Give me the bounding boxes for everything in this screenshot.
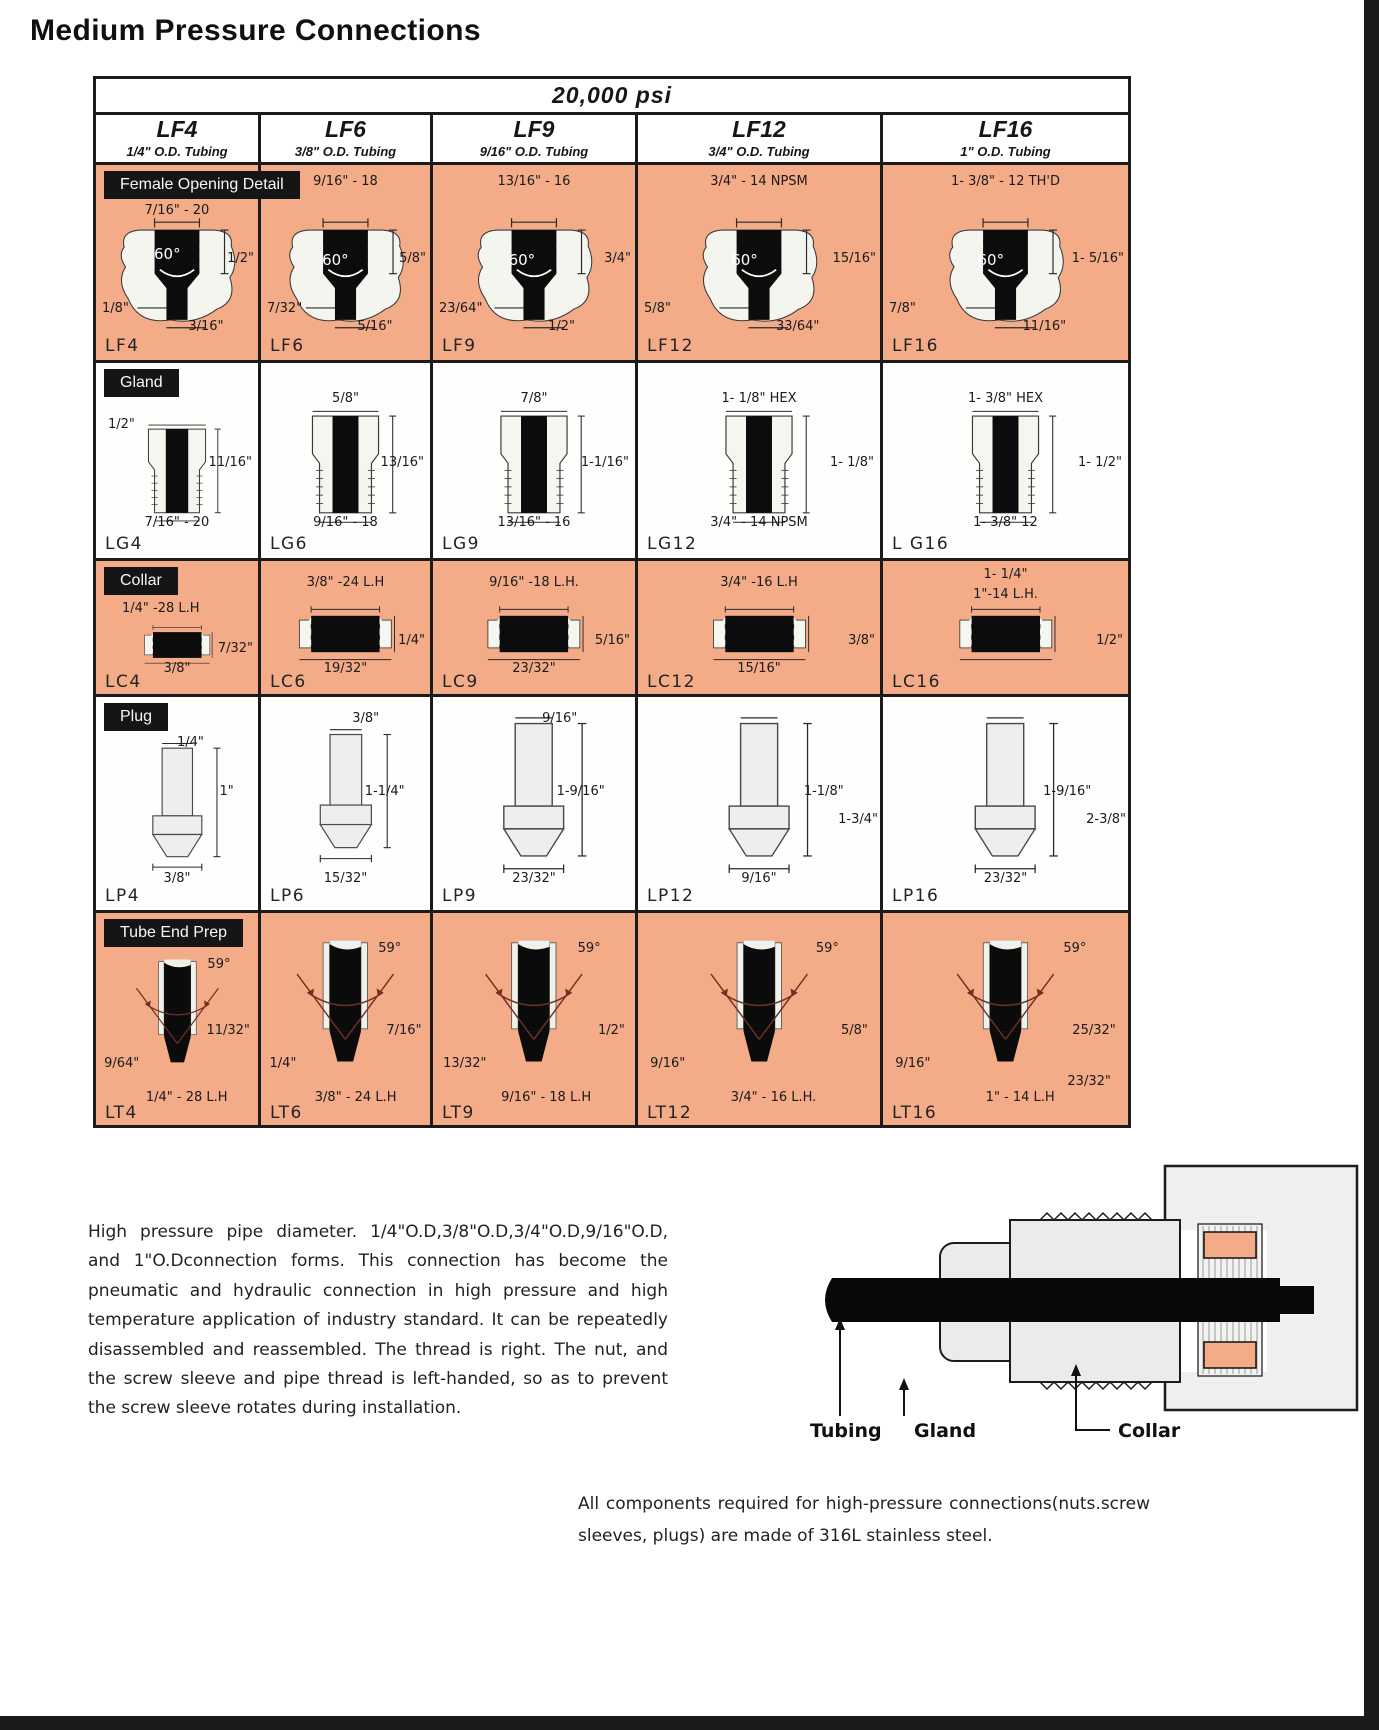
part-code: LT16 bbox=[892, 1103, 938, 1123]
gland-diagram bbox=[96, 423, 258, 525]
dim-label: 7/8" bbox=[889, 301, 916, 316]
dim-label: 60° bbox=[977, 251, 1005, 269]
part-code: LP4 bbox=[105, 886, 141, 906]
table-cell-lp16 bbox=[883, 697, 1128, 913]
assembly-cross-section bbox=[700, 1158, 1370, 1453]
dim-label: 7/16" bbox=[386, 1023, 422, 1039]
part-code: LF6 bbox=[270, 336, 305, 356]
dim-label: 1-3/4" bbox=[838, 812, 878, 828]
dim-label: 1/2" bbox=[1096, 632, 1123, 648]
dim-label: 13/16" - 16 bbox=[497, 515, 571, 530]
dim-label: 15/16" bbox=[832, 250, 876, 266]
dim-label: 1- 3/8" HEX bbox=[967, 391, 1044, 406]
dim-label: 1/4" bbox=[177, 735, 204, 750]
dim-label: 23/32" bbox=[512, 871, 556, 886]
part-code: LP12 bbox=[647, 886, 695, 906]
dim-label: 23/64" bbox=[439, 301, 483, 316]
dim-label: 1-1/4" bbox=[364, 784, 405, 800]
dim-label: 1-1/16" bbox=[580, 454, 629, 470]
row-section-badge: Collar bbox=[104, 567, 178, 595]
dim-label: 3/8" bbox=[352, 711, 380, 726]
dim-label: 19/32" bbox=[323, 661, 368, 676]
assembly-label-gland: Gland bbox=[914, 1420, 977, 1442]
dim-label: 13/16" bbox=[380, 454, 424, 470]
column-code: LF16 bbox=[978, 116, 1033, 142]
table-cell-lc9 bbox=[433, 561, 638, 697]
dim-label: 1/4" bbox=[398, 632, 425, 648]
dim-label: 33/64" bbox=[775, 319, 820, 334]
column-code: LF9 bbox=[513, 116, 555, 142]
part-code: LC16 bbox=[892, 672, 941, 692]
pressure-table bbox=[93, 76, 1131, 1128]
column-tubing: 9/16" O.D. Tubing bbox=[479, 144, 589, 159]
dim-label: 3/4" - 14 NPSM bbox=[710, 515, 808, 530]
tube-end-prep-diagram bbox=[660, 935, 858, 1081]
part-code: LT9 bbox=[442, 1103, 475, 1123]
table-cell-lg6 bbox=[261, 363, 433, 561]
table-cell-lc6 bbox=[261, 561, 433, 697]
dim-label: 1- 1/2" bbox=[1078, 454, 1122, 470]
dim-label: 15/16" bbox=[737, 661, 781, 676]
dim-label: 9/64" bbox=[104, 1056, 140, 1071]
column-header-lf12 bbox=[638, 115, 883, 165]
psi-header: 20,000 psi bbox=[96, 79, 1128, 115]
dim-label: 3/4" -16 L.H bbox=[720, 575, 798, 590]
part-code: LP9 bbox=[442, 886, 478, 906]
dim-label: 5/8" bbox=[841, 1023, 868, 1039]
table-cell-lc4 bbox=[96, 561, 261, 697]
dim-label: 9/16" - 18 L.H bbox=[501, 1090, 592, 1105]
dim-label: 1/8" bbox=[102, 301, 129, 316]
dim-label: 5/8" bbox=[399, 250, 426, 266]
table-cell-lt16 bbox=[883, 913, 1128, 1125]
row-section-badge: Gland bbox=[104, 369, 179, 397]
dim-label: 9/16" bbox=[741, 871, 777, 886]
dim-label: 1/4" bbox=[269, 1056, 297, 1071]
part-code: LF12 bbox=[647, 336, 694, 356]
dim-label: 3/4" - 14 NPSM bbox=[710, 174, 808, 189]
dim-label: 13/32" bbox=[443, 1056, 487, 1071]
dim-label: 1- 3/8" - 12 TH'D bbox=[951, 174, 1060, 189]
part-code: LG9 bbox=[442, 534, 480, 554]
dim-label: 60° bbox=[508, 251, 536, 269]
table-cell-lt9 bbox=[433, 913, 638, 1125]
dim-label: 7/16" - 20 bbox=[144, 515, 210, 530]
table-cell-lc16 bbox=[883, 561, 1128, 697]
part-code: LC12 bbox=[647, 672, 696, 692]
part-code: LF9 bbox=[442, 336, 477, 356]
dim-label: 3/8" bbox=[163, 871, 191, 886]
dim-label: 1- 1/4" bbox=[983, 567, 1028, 582]
dim-label: 59° bbox=[577, 941, 601, 956]
dim-label: 60° bbox=[153, 245, 181, 263]
dim-label: 60° bbox=[731, 251, 758, 269]
column-tubing: 3/8" O.D. Tubing bbox=[294, 144, 397, 159]
column-tubing: 1" O.D. Tubing bbox=[960, 144, 1051, 159]
dim-label: 11/32" bbox=[206, 1023, 250, 1039]
dim-label: 3/8" -24 L.H bbox=[306, 575, 385, 590]
scan-edge-bottom bbox=[0, 1716, 1379, 1730]
dim-label: 23/32" bbox=[512, 661, 556, 676]
dim-label: 3/8" - 24 L.H bbox=[314, 1090, 397, 1105]
dim-label: 3/4" - 16 L.H. bbox=[730, 1090, 817, 1105]
column-tubing: 1/4" O.D. Tubing bbox=[126, 144, 228, 159]
part-code: L G16 bbox=[892, 534, 950, 554]
scan-edge-right bbox=[1364, 0, 1379, 1730]
part-code: LT6 bbox=[270, 1103, 303, 1123]
column-code: LF12 bbox=[732, 116, 786, 142]
dim-label: 1/2" bbox=[108, 417, 135, 432]
part-code: LC9 bbox=[442, 672, 479, 692]
dim-label: 3/8" bbox=[848, 632, 875, 648]
dim-label: 3/8" bbox=[163, 661, 191, 676]
dim-label: 2-3/8" bbox=[1086, 812, 1126, 828]
table-cell-lf9 bbox=[433, 165, 638, 363]
column-header-lf4 bbox=[96, 115, 261, 165]
column-header-lf9 bbox=[433, 115, 638, 165]
dim-label: 1/2" bbox=[598, 1023, 625, 1039]
dim-label: 1/2" bbox=[548, 319, 576, 334]
dim-label: 59° bbox=[815, 941, 839, 956]
part-code: LP16 bbox=[892, 886, 940, 906]
dim-label: 5/16" bbox=[357, 319, 393, 334]
part-code: LF4 bbox=[105, 336, 140, 356]
column-header-lf6 bbox=[261, 115, 433, 165]
dim-label: 1- 1/8" bbox=[830, 454, 874, 470]
description-paragraph: High pressure pipe diameter. 1/4"O.D,3/8"O.D,3/4"O.D,9/16"O.D, and 1"O.Dconnection forms. This connection has become the pneumatic and hydraulic connection in high pressure and high temperature application of industry standard. It can be repeatedly disassembled and reassembled. The thread is right. The nut, and the screw sleeve and pipe thread is left-handed, so as to prevent the screw sleeve rotates during installation. bbox=[88, 1222, 668, 1419]
table-cell-lt6 bbox=[261, 913, 433, 1125]
part-code: LC6 bbox=[270, 672, 307, 692]
part-code: LG4 bbox=[105, 534, 143, 554]
part-code: LC4 bbox=[105, 672, 142, 692]
dim-label: 3/4" bbox=[604, 250, 631, 266]
part-code: LT12 bbox=[647, 1103, 693, 1123]
dim-label: 5/8" bbox=[644, 301, 671, 316]
female-opening-diagram bbox=[883, 205, 1128, 337]
dim-label: 9/16" bbox=[542, 711, 578, 726]
dim-label: 60° bbox=[322, 251, 349, 269]
female-opening-diagram bbox=[433, 205, 635, 337]
table-cell-lg16 bbox=[883, 363, 1128, 561]
part-code: LF16 bbox=[892, 336, 939, 356]
table-cell-lf4 bbox=[96, 165, 284, 363]
assembly-diagram bbox=[700, 1158, 1370, 1458]
dim-label: 1-9/16" bbox=[556, 784, 605, 800]
female-opening-diagram bbox=[638, 205, 880, 337]
plug-diagram bbox=[119, 737, 236, 883]
column-header-lf16 bbox=[883, 115, 1128, 165]
part-code: LT4 bbox=[105, 1103, 138, 1123]
collar-diagram bbox=[653, 603, 866, 665]
dim-label: 59° bbox=[207, 957, 231, 972]
dim-label: 13/16" - 16 bbox=[497, 174, 571, 189]
table-cell-lc12 bbox=[638, 561, 883, 697]
dim-label: 5/16" bbox=[594, 632, 630, 648]
dim-label: 9/16" bbox=[650, 1056, 686, 1071]
part-code: LG6 bbox=[270, 534, 308, 554]
dim-label: 7/32" bbox=[217, 640, 253, 656]
dim-label: 9/16" - 18 bbox=[313, 174, 378, 189]
tube-end-prep-diagram bbox=[905, 935, 1106, 1081]
table-cell-lg4 bbox=[96, 363, 261, 561]
dim-label: 3/16" bbox=[188, 319, 224, 334]
table-cell-lp9 bbox=[433, 697, 638, 913]
dim-label: 1/2" bbox=[227, 250, 254, 266]
materials-note: All components required for high-pressure connections(nuts.screw sleeves, plugs) are made of 316L stainless steel. bbox=[578, 1494, 1150, 1547]
dim-label: 7/16" - 20 bbox=[144, 203, 210, 218]
column-tubing: 3/4" O.D. Tubing bbox=[708, 144, 810, 159]
dim-label: 59° bbox=[378, 941, 402, 956]
dim-label: 1" - 14 L.H bbox=[985, 1090, 1055, 1105]
table-cell-lt12 bbox=[638, 913, 883, 1125]
row-section-badge: Tube End Prep bbox=[104, 919, 243, 947]
column-code: LF6 bbox=[325, 116, 366, 142]
row-section-badge: Female Opening Detail bbox=[104, 171, 300, 199]
assembly-label-collar: Collar bbox=[1118, 1420, 1181, 1442]
female-opening-diagram bbox=[261, 205, 430, 337]
table-cell-lp4 bbox=[96, 697, 261, 913]
collar-diagram bbox=[898, 603, 1114, 665]
dim-label: 15/32" bbox=[323, 871, 368, 886]
row-section-badge: Plug bbox=[104, 703, 168, 731]
page-title: Medium Pressure Connections bbox=[30, 14, 481, 47]
dim-label: 1" bbox=[219, 784, 234, 800]
dim-label: 5/8" bbox=[332, 391, 359, 406]
assembly-label-tubing: Tubing bbox=[810, 1420, 882, 1442]
column-code: LF4 bbox=[156, 116, 198, 142]
table-cell-lt4 bbox=[96, 913, 261, 1125]
dim-label: 9/16" - 18 bbox=[313, 515, 378, 530]
dim-label: 23/32" bbox=[983, 871, 1028, 886]
dim-label: 11/16" bbox=[1022, 319, 1067, 334]
dim-label: 1- 1/8" HEX bbox=[721, 391, 797, 406]
dim-label: 1/4" - 28 L.H bbox=[145, 1090, 228, 1105]
dim-label: 25/32" bbox=[1072, 1023, 1116, 1039]
table-cell-lp6 bbox=[261, 697, 433, 913]
dim-label: 9/16" bbox=[895, 1056, 931, 1071]
dim-label: 23/32" bbox=[1067, 1074, 1111, 1089]
table-cell-lp12 bbox=[638, 697, 883, 913]
part-code: LG12 bbox=[647, 534, 698, 554]
dim-label: 1-9/16" bbox=[1043, 784, 1092, 800]
table-cell-lf16 bbox=[883, 165, 1128, 363]
dim-label: 1"-14 L.H. bbox=[973, 587, 1038, 602]
dim-label: 1-1/8" bbox=[803, 784, 844, 800]
table-cell-lg9 bbox=[433, 363, 638, 561]
table-cell-lf12 bbox=[638, 165, 883, 363]
dim-label: 7/8" bbox=[520, 391, 548, 406]
dim-label: 1- 3/8" 12 bbox=[973, 515, 1038, 530]
part-code: LP6 bbox=[270, 886, 306, 906]
dim-label: 1- 5/16" bbox=[1071, 250, 1124, 266]
dim-label: 59° bbox=[1063, 941, 1087, 956]
tube-end-prep-diagram bbox=[276, 935, 415, 1081]
dim-label: 1/4" -28 L.H bbox=[122, 601, 200, 616]
dim-label: 11/16" bbox=[208, 454, 252, 470]
dim-label: 7/32" bbox=[267, 301, 303, 316]
female-opening-diagram bbox=[96, 205, 258, 337]
dim-label: 9/16" -18 L.H. bbox=[489, 575, 579, 590]
table-cell-lg12 bbox=[638, 363, 883, 561]
